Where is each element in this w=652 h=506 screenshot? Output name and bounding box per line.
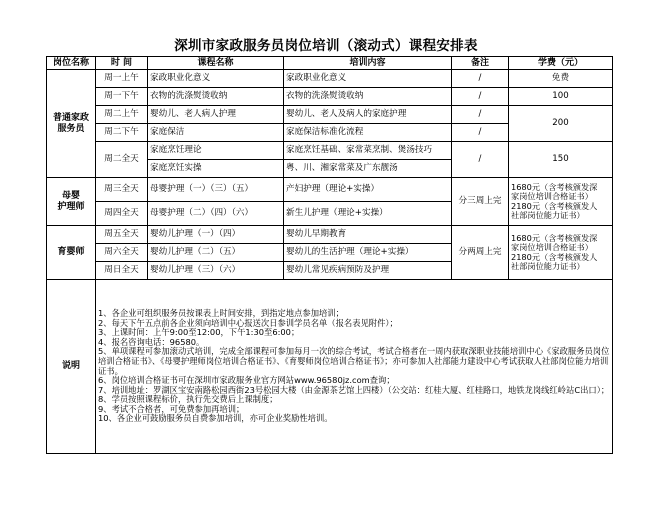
remark-cell: / xyxy=(452,142,509,178)
time-cell: 周二全天 xyxy=(96,142,148,178)
fee-cell: 1680元（含考核颁发深 家岗位培训合格证书） 2180元（含考核颁发人 社部岗位能力证书） xyxy=(509,178,613,226)
table-header-row xyxy=(47,57,613,70)
time-cell: 周四全天 xyxy=(96,202,148,226)
content-cell: 婴幼儿、老人及病人的家庭护理 xyxy=(284,106,452,124)
course-schedule-table xyxy=(46,56,613,454)
table-row xyxy=(47,70,613,88)
note-item: 10、各企业可鼓励服务员自费参加培训，亦可企业奖励性培训。 xyxy=(98,413,333,424)
content-cell: 家庭保洁标准化流程 xyxy=(284,124,452,142)
position-maternity-nurse: 母婴 护理师 xyxy=(47,178,96,226)
course-cell: 婴幼儿、老人病人护理 xyxy=(148,106,284,124)
notes-cell xyxy=(96,280,613,454)
course-cell: 家政职业化意义 xyxy=(148,70,284,88)
course-cell: 衣物的洗涤熨烫收纳 xyxy=(148,88,284,106)
remark-cell: / xyxy=(452,70,509,88)
remark-cell: / xyxy=(452,124,509,142)
content-cell: 婴幼儿的生活护理（理论+实操） xyxy=(284,244,452,262)
course-cell: 母婴护理（一）（三）（五） xyxy=(148,178,284,202)
fee-cell: 200 xyxy=(509,106,613,142)
note-item: 4、报名咨询电话：96580。 xyxy=(98,336,205,347)
remark-cell: / xyxy=(452,88,509,106)
header-time: 时 间 xyxy=(96,57,148,70)
fee-cell: 100 xyxy=(509,88,613,106)
page-title: 深圳市家政服务员岗位培训（滚动式）课程安排表 xyxy=(174,38,478,54)
table-row xyxy=(47,142,613,160)
course-cell: 家庭烹饪实操 xyxy=(148,160,284,178)
note-item: 3、上课时间：上午9:00至12:00，下午1:30至6:00； xyxy=(98,327,300,338)
notes-row xyxy=(47,280,613,454)
header-content: 培训内容 xyxy=(284,57,452,70)
table-row xyxy=(47,178,613,202)
content-cell: 产妇护理（理论+实操） xyxy=(284,178,452,202)
note-item: 7、培训地址：罗湖区宝安南路松园西街23号松园大楼（由金源茶艺馆上四楼）（公交站：红桂大厦、红桂路口，地铁龙岗线红岭站C出口）； xyxy=(98,384,610,395)
header-position: 岗位名称 xyxy=(47,57,96,70)
course-cell: 母婴护理（二）（四）（六） xyxy=(148,202,284,226)
notes-label: 说明 xyxy=(47,280,96,454)
note-item: 9、考试不合格者，可免费参加再培训； xyxy=(98,403,245,414)
time-cell: 周一下午 xyxy=(96,88,148,106)
course-cell: 婴幼儿护理（二）（五） xyxy=(148,244,284,262)
note-item: 6、岗位培训合格证书可在深圳市家政服务业官方网站www.96580jz.com查询； xyxy=(98,375,395,386)
remark-cell: 分两周上完 xyxy=(452,226,509,280)
note-item: 2、每天下午五点前各企业须向培训中心报送次日参训学员名单（报名表见附件）； xyxy=(98,317,398,328)
course-cell: 家庭烹饪理论 xyxy=(148,142,284,160)
time-cell: 周二下午 xyxy=(96,124,148,142)
position-childcare-specialist: 育婴师 xyxy=(47,226,96,280)
fee-cell: 免费 xyxy=(509,70,613,88)
content-cell: 粤、川、湘家常菜及广东靓汤 xyxy=(284,160,452,178)
header-fee: 学费（元） xyxy=(509,57,613,70)
note-item: 8、学员按照课程标价，执行先交费后上课制度； xyxy=(98,394,278,405)
time-cell: 周六全天 xyxy=(96,244,148,262)
table-row xyxy=(47,226,613,244)
header-remark: 备注 xyxy=(452,57,509,70)
header-course: 课程名称 xyxy=(148,57,284,70)
course-cell: 婴幼儿护理（三）（六） xyxy=(148,262,284,280)
content-cell: 家政职业化意义 xyxy=(284,70,452,88)
remark-cell: 分三周上完 xyxy=(452,178,509,226)
time-cell: 周日全天 xyxy=(96,262,148,280)
time-cell: 周一上午 xyxy=(96,70,148,88)
content-cell: 衣物的洗涤熨烫收纳 xyxy=(284,88,452,106)
remark-cell: / xyxy=(452,106,509,124)
note-item: 1、各企业可组织服务员按课表上时间安排，到指定地点参加培训； xyxy=(98,308,344,319)
table-row xyxy=(47,106,613,124)
time-cell: 周二上午 xyxy=(96,106,148,124)
content-cell: 家庭烹饪基础、家常菜烹制、煲汤技巧 xyxy=(284,142,452,160)
table-row xyxy=(47,88,613,106)
course-cell: 家庭保洁 xyxy=(148,124,284,142)
note-item: 5、单项课程可参加滚动式培训，完成全部课程可参加每月一次的综合考试，考试合格者在一周内获取深职业技能培训中心《家政服务员岗位培训合格证书》、《母婴护理师岗位培训合格证书》、《育婴师岗位培训合格证书》；亦可参加人社部能力建设中心考试获取人社部岗位能力培训证书。 xyxy=(98,346,610,376)
position-general-housekeeper: 普通家政 服务员 xyxy=(47,70,96,178)
content-cell: 婴幼儿常见疾病预防及护理 xyxy=(284,262,452,280)
fee-cell: 150 xyxy=(509,142,613,178)
fee-cell: 1680元（含考核颁发深 家岗位培训合格证书） 2180元（含考核颁发人 社部岗位能力证书） xyxy=(509,226,613,280)
content-cell: 新生儿护理（理论+实操） xyxy=(284,202,452,226)
time-cell: 周三全天 xyxy=(96,178,148,202)
course-cell: 婴幼儿护理（一）（四） xyxy=(148,226,284,244)
time-cell: 周五全天 xyxy=(96,226,148,244)
content-cell: 婴幼儿早期教育 xyxy=(284,226,452,244)
